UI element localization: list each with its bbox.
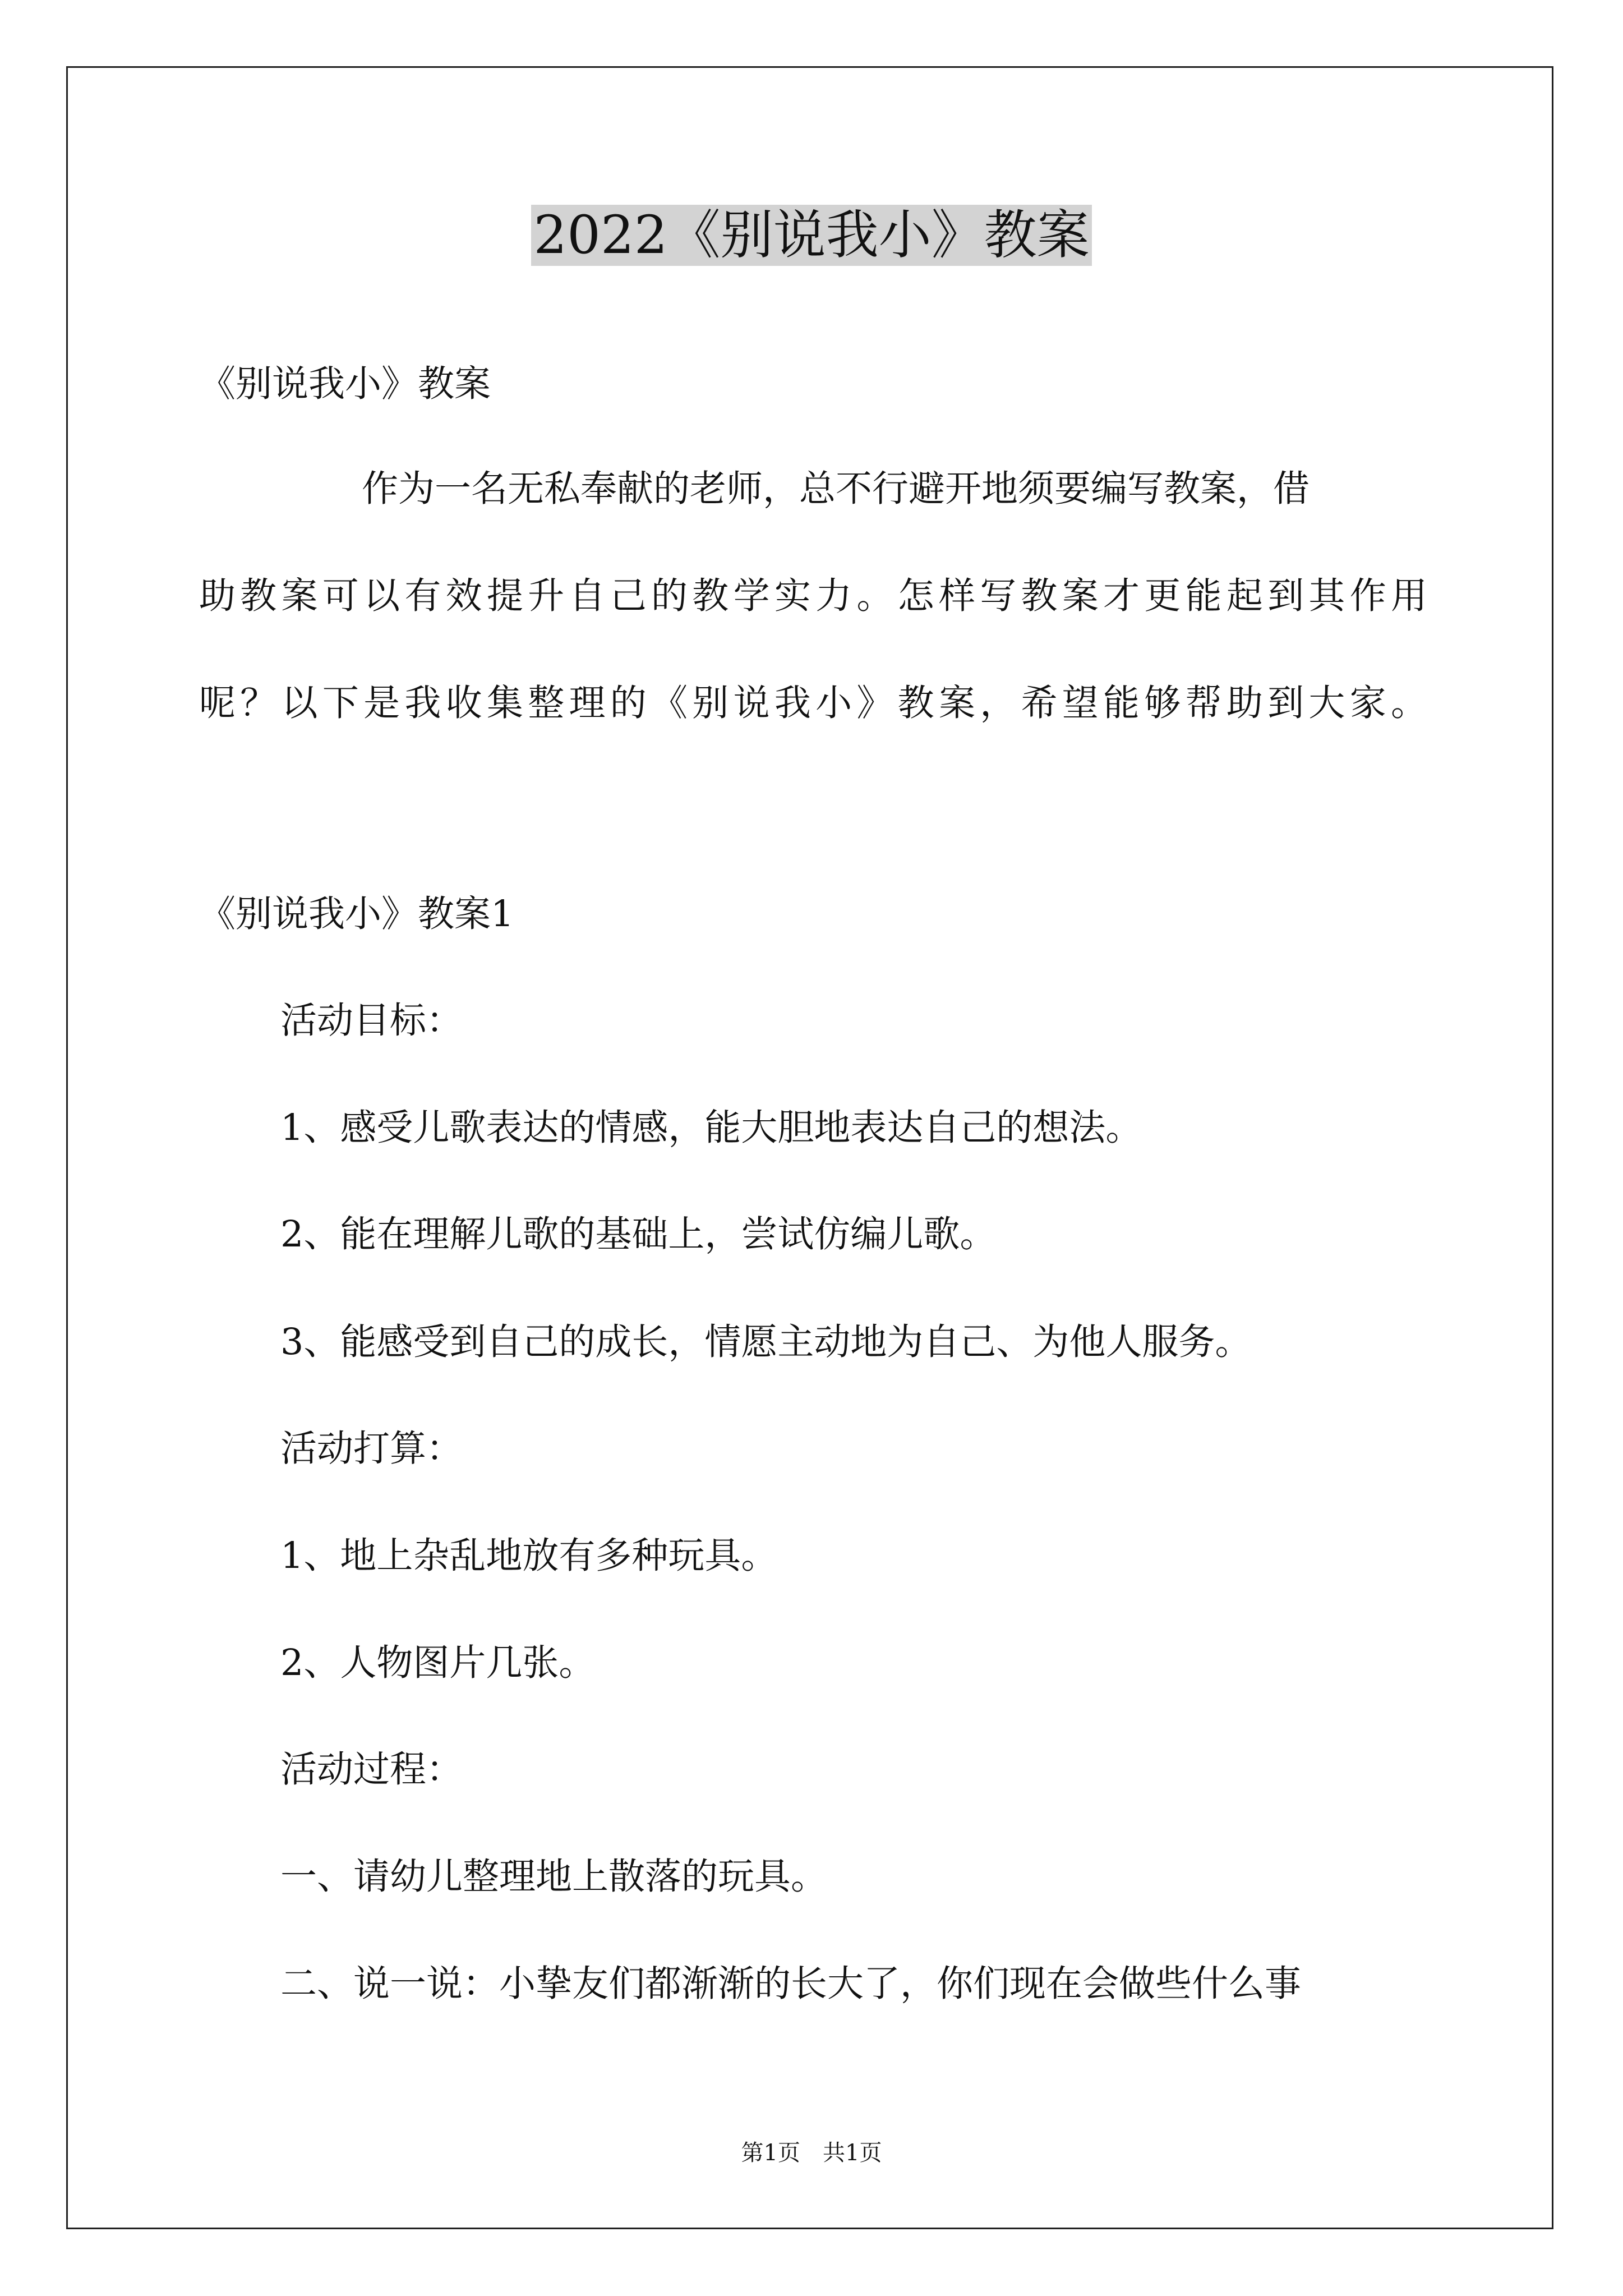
page-footer: 第1页 共1页 (741, 2140, 882, 2166)
subtitle: 《别说我小》教案 (199, 363, 491, 405)
process-item-1: 一、请幼儿整理地上散落的玩具。 (280, 1856, 828, 1898)
intro-line-1: 作为一名无私奉献的老师，总不行避开地须要编写教案，借 (362, 468, 1310, 510)
process-item-2: 二、说一说：小挚友们都渐渐的长大了，你们现在会做些什么事 (280, 1963, 1302, 2005)
prep-item-1: 1、地上杂乱地放有多种玩具。 (280, 1535, 778, 1577)
prep-item-2: 2、人物图片几张。 (280, 1642, 596, 1684)
document-title-text: 2022《别说我小》教案 (531, 205, 1091, 266)
goal-item-3: 3、能感受到自己的成长，情愿主动地为自己、为他人服务。 (280, 1321, 1252, 1363)
document-title (0, 196, 1623, 275)
goals-heading: 活动目标： (280, 1000, 463, 1042)
intro-line-2: 助教案可以有效提升自己的教学实力。怎样写教案才更能起到其作用 (199, 575, 1427, 617)
goal-item-2: 2、能在理解儿歌的基础上，尝试仿编儿歌。 (280, 1213, 997, 1255)
process-heading: 活动过程： (280, 1749, 463, 1791)
section-heading: 《别说我小》教案1 (199, 893, 514, 935)
goal-item-1: 1、感受儿歌表达的情感，能大胆地表达自己的想法。 (280, 1107, 1142, 1149)
intro-line-3: 呢？以下是我收集整理的《别说我小》教案，希望能够帮助到大家。 (199, 682, 1427, 724)
prep-heading: 活动打算： (280, 1428, 463, 1470)
